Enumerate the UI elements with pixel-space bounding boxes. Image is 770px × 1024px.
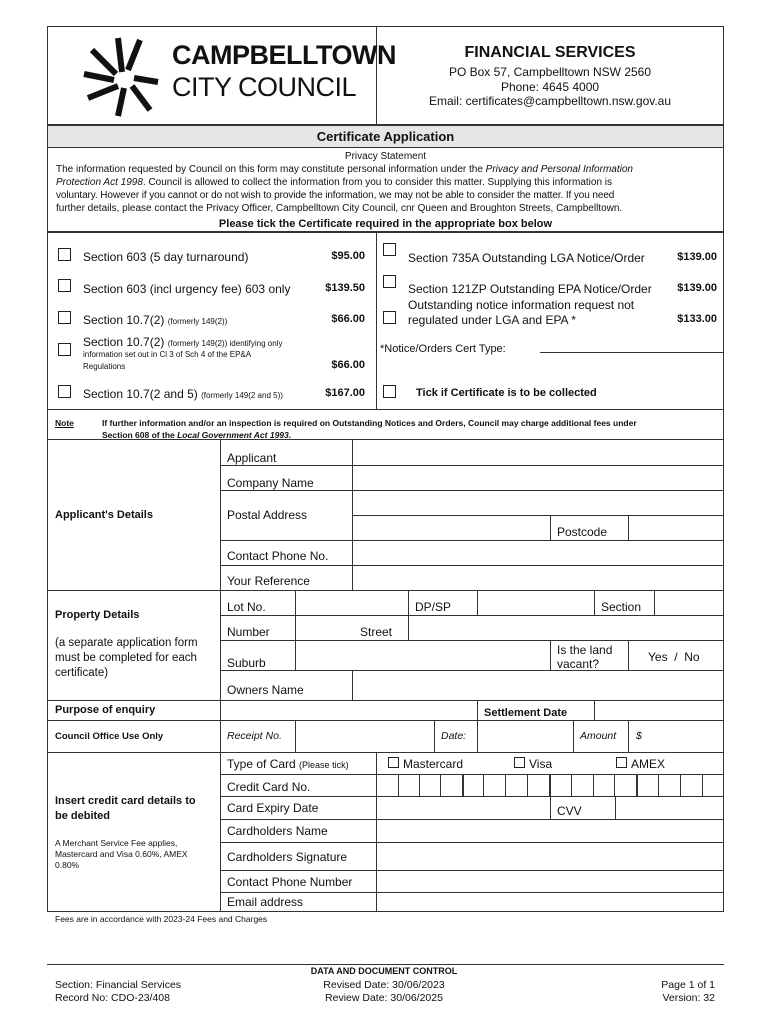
card-digit-cell <box>527 774 528 796</box>
cardholder-name-input[interactable] <box>377 820 723 841</box>
note-text-1: If further information and/or an inspection is required on Outstanding Notices and Orders, Council may charge additional fees under <box>102 418 637 428</box>
property-sub-1: (a separate application form <box>55 637 198 649</box>
grid-line <box>220 590 221 700</box>
card-contact-phone-input[interactable] <box>377 871 723 891</box>
privacy-line-2: Protection Act 1998. Council is allowed to collect the information from you to consider this matter. Supplying this information is <box>56 177 613 188</box>
logo-line-2: CITY COUNCIL <box>172 72 357 102</box>
field-label-reference: Your Reference <box>227 574 310 588</box>
checkbox-s603-urgent[interactable] <box>58 279 71 292</box>
owners-name-input[interactable] <box>353 671 723 699</box>
card-digit-cell <box>440 774 441 796</box>
card-digit-cell <box>398 774 399 796</box>
cardholder-name-label: Cardholders Name <box>227 824 328 838</box>
form-title: Certificate Application <box>316 129 455 144</box>
card-digit-cell <box>483 774 484 796</box>
cert-price-s603-5day: $95.00 <box>331 250 365 262</box>
grid-line <box>594 590 595 615</box>
privacy-line-4: further details, please contact the Privacy Officer, Campbelltown City Council, cnr Queen and Broughton Streets, Campbelltown. <box>56 203 623 214</box>
cert-label-s603-urgent: Section 603 (incl urgency fee) 603 only <box>83 282 291 296</box>
card-digit-cell <box>505 774 506 796</box>
land-vacant-q1: Is the land <box>557 643 613 657</box>
grid-line <box>628 640 629 670</box>
visa-label: Visa <box>529 757 553 771</box>
checkbox-s121zp[interactable] <box>383 275 396 288</box>
cert-label-s603-5day: Section 603 (5 day turnaround) <box>83 250 249 264</box>
receipt-input[interactable] <box>296 721 433 751</box>
footer-version: Version: 32 <box>662 992 715 1004</box>
grid-line <box>550 640 551 670</box>
cert-price-s107-2-identifying: $66.00 <box>331 359 365 371</box>
number-label: Number <box>227 625 270 639</box>
dp-label: DP/SP <box>415 600 452 614</box>
land-vacant-q2: vacant? <box>557 657 600 671</box>
cert-label-s121zp: Section 121ZP Outstanding EPA Notice/Order <box>408 282 652 296</box>
cert-price-s603-urgent: $139.50 <box>325 282 365 294</box>
field-label-company: Company Name <box>227 476 314 490</box>
number-input[interactable] <box>296 616 352 639</box>
card-fee-1: A Merchant Service Fee applies, <box>55 838 178 848</box>
contact-phone-input[interactable] <box>353 541 723 565</box>
cvv-input[interactable] <box>616 797 723 818</box>
field-label-applicant: Applicant <box>227 451 277 465</box>
settlement-date-input[interactable] <box>595 701 723 719</box>
office-use-label: Council Office Use Only <box>55 731 164 742</box>
card-expiry-input[interactable] <box>377 797 549 818</box>
footer-rule <box>47 964 724 965</box>
grid-line <box>408 590 409 615</box>
land-vacant-yes-no[interactable]: Yes / No <box>648 650 700 664</box>
footer-control: DATA AND DOCUMENT CONTROL <box>310 966 458 976</box>
card-expiry-label: Card Expiry Date <box>227 801 319 815</box>
notice-type-input[interactable] <box>540 352 724 353</box>
card-digit-cell <box>419 774 420 796</box>
grid-line <box>550 515 551 540</box>
card-digit-cell <box>593 774 594 796</box>
note-label: Note <box>55 418 74 428</box>
cvv-label: CVV <box>557 804 582 818</box>
mastercard-label: Mastercard <box>403 757 464 771</box>
property-sub-2: must be completed for each <box>55 652 197 664</box>
card-contact-phone-label: Contact Phone Number <box>227 875 353 889</box>
notice-type-label: *Notice/Orders Cert Type: <box>380 343 506 355</box>
card-fee-3: 0.80% <box>55 860 80 870</box>
suburb-label: Suburb <box>227 656 266 670</box>
postcode-label: Postcode <box>557 525 608 539</box>
grid-line <box>477 700 478 720</box>
privacy-heading: Privacy Statement <box>344 151 427 162</box>
card-digit-cell <box>636 774 638 796</box>
footer-revised: Revised Date: 30/06/2023 <box>323 979 445 991</box>
applicant-heading: Applicant's Details <box>55 509 153 521</box>
section-input[interactable] <box>655 591 723 614</box>
suburb-input[interactable] <box>296 641 549 669</box>
applicant-input[interactable] <box>353 441 723 465</box>
cert-price-s735a: $139.00 <box>677 251 717 263</box>
cert-label-outstanding-line2: regulated under LGA and EPA * <box>408 313 576 327</box>
logo-line-1: CAMPBELLTOWN <box>172 40 396 70</box>
department-phone: Phone: 4645 4000 <box>500 80 600 94</box>
fees-note: Fees are in accordance with 2023-24 Fees and Charges <box>55 914 268 924</box>
street-input[interactable] <box>409 616 723 639</box>
purpose-label: Purpose of enquiry <box>55 704 156 716</box>
cert-price-outstanding: $133.00 <box>677 313 717 325</box>
footer-review: Review Date: 30/06/2025 <box>325 992 443 1004</box>
checkbox-collect[interactable] <box>383 385 396 398</box>
office-date-label: Date: <box>441 730 467 742</box>
card-email-input[interactable] <box>377 893 723 911</box>
card-digit-cell <box>462 774 464 796</box>
privacy-line-3: voluntary. However if you cannot or do not wish to provide the information, we may not be able to consider the matter. If you need <box>56 190 615 201</box>
checkbox-amex[interactable] <box>616 757 627 768</box>
postcode-input[interactable] <box>629 516 723 539</box>
grid-line <box>434 720 435 752</box>
grid-line <box>220 720 221 752</box>
office-date-input[interactable] <box>478 721 572 751</box>
grid-line <box>573 720 574 752</box>
card-digit-cell <box>549 774 551 796</box>
cert-price-s107-2-and-5: $167.00 <box>325 387 365 399</box>
card-digit-cell <box>658 774 659 796</box>
council-logo-icon <box>78 34 168 118</box>
field-label-phone: Contact Phone No. <box>227 549 329 563</box>
cert-label-s107-2-identifying-line3: Regulations <box>83 362 126 371</box>
receipt-label: Receipt No. <box>227 730 282 742</box>
card-digit-cell <box>702 774 703 796</box>
card-digit-cell <box>680 774 681 796</box>
tick-instruction: Please tick the Certificate required in the appropriate box below <box>218 218 553 230</box>
card-digit-cell <box>614 774 615 796</box>
amex-label: AMEX <box>631 757 666 771</box>
checkbox-s603-5day[interactable] <box>58 248 71 261</box>
cert-label-s107-2-and-5: Section 10.7(2 and 5) (formerly 149(2 and 5)) <box>83 387 283 401</box>
amount-dollar: $ <box>636 730 642 742</box>
settlement-date-label: Settlement Date <box>484 707 568 719</box>
checkbox-outstanding[interactable] <box>383 311 396 324</box>
your-reference-input[interactable] <box>353 566 723 590</box>
card-email-label: Email address <box>227 895 304 909</box>
lot-label: Lot No. <box>227 600 266 614</box>
cert-label-s107-2: Section 10.7(2) (formerly 149(2)) <box>83 313 228 327</box>
note-text-2: Section 608 of the Local Government Act 1993. <box>102 430 292 440</box>
cert-label-s107-2-identifying: Section 10.7(2) (formerly 149(2)) identifying only <box>83 335 283 349</box>
grid-line <box>220 752 221 912</box>
owners-name-label: Owners Name <box>227 683 304 697</box>
department-address: PO Box 57, Campbelltown NSW 2560 <box>448 65 652 79</box>
card-digit-cell <box>571 774 572 796</box>
checkbox-s107-2-identifying[interactable] <box>58 343 71 356</box>
checkbox-s107-2[interactable] <box>58 311 71 324</box>
purpose-input[interactable] <box>221 701 476 719</box>
cert-label-s735a: Section 735A Outstanding LGA Notice/Order <box>408 251 645 265</box>
card-fee-2: Mastercard and Visa 0.60%, AMEX <box>55 849 188 859</box>
dp-input[interactable] <box>478 591 593 614</box>
card-heading-2: be debited <box>55 810 111 822</box>
grid-line <box>550 796 551 819</box>
cert-label-s107-2-identifying-line2: information set out in Cl 3 of Sch 4 of the EP&A <box>83 350 252 359</box>
privacy-line-1: The information requested by Council on this form may constitute personal information under the Privacy and Personal Information <box>56 164 633 175</box>
grid-line <box>47 752 724 753</box>
property-sub-3: certificate) <box>55 667 109 679</box>
collect-label: Tick if Certificate is to be collected <box>416 387 597 399</box>
card-heading-1: Insert credit card details to <box>55 795 196 807</box>
checkbox-s107-2-and-5[interactable] <box>58 385 71 398</box>
checkbox-s735a[interactable] <box>383 243 396 256</box>
cert-label-outstanding-line1: Outstanding notice information request not <box>408 298 635 312</box>
department-email: Email: certificates@campbelltown.nsw.gov.au <box>428 94 672 108</box>
card-type-label: Type of Card (Please tick) <box>227 757 349 771</box>
amount-input[interactable] <box>648 721 723 751</box>
cert-price-s121zp: $139.00 <box>677 282 717 294</box>
company-name-input[interactable] <box>353 466 723 490</box>
cardholder-signature-input[interactable] <box>377 843 723 869</box>
footer-page: Page 1 of 1 <box>661 979 715 991</box>
grid-line <box>220 440 221 590</box>
section-label: Section <box>601 600 642 614</box>
field-label-postal: Postal Address <box>227 508 308 522</box>
street-label: Street <box>360 625 393 639</box>
grid-line <box>628 720 629 752</box>
department-name: FINANCIAL SERVICES <box>464 44 636 61</box>
lot-input[interactable] <box>296 591 407 614</box>
card-number-label: Credit Card No. <box>227 780 311 794</box>
property-heading: Property Details <box>55 609 140 621</box>
footer-record: Record No: CDO-23/408 <box>55 992 170 1004</box>
footer-section: Section: Financial Services <box>55 979 182 991</box>
cardholder-signature-label: Cardholders Signature <box>227 850 348 864</box>
postal-address-input[interactable] <box>353 491 723 515</box>
checkbox-mastercard[interactable] <box>388 757 399 768</box>
amount-label: Amount <box>580 730 617 742</box>
cert-price-s107-2: $66.00 <box>331 313 365 325</box>
certificates-divider <box>376 232 377 410</box>
checkbox-visa[interactable] <box>514 757 525 768</box>
